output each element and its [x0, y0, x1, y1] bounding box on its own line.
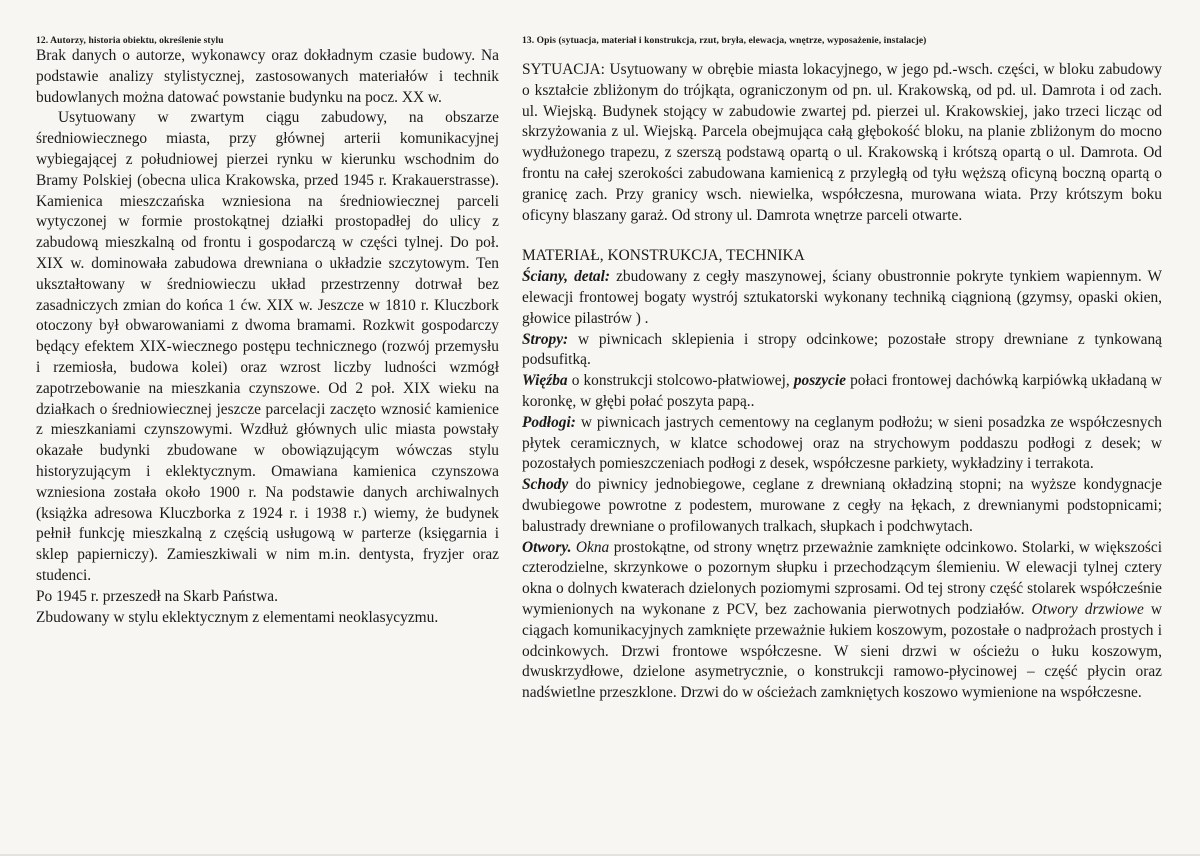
doors-lead: Otwory drzwiowe: [1024, 600, 1144, 618]
openings-text-b: w ciągach komunikacyjnych zamknięte przeważnie łukiem koszowym, pozostałe o nadprożach prostych i odcinkowych. Drzwi frontowe współczesne. W sieni drzwi w ościeżu o łuku koszowym, dwuskrzydłowe, dzielone asymetrycznie, o konstrukcji ramowo-płycinowej – część płycin oraz nadświetlne przeszklone. Drzwi do w ościeżach zamkniętych koszowo wymienione na współczesne.: [522, 600, 1163, 702]
openings-lead: Otwory.: [522, 538, 572, 556]
openings-text-a: prostokątne, od strony wnętrz przeważnie zamknięte odcinkowo. Stolarki, w większości czterodzielne, skrzynkowe o pozornym słupku i przechodzącym ślemieniu. W elewacji tylnej cztery okna o dolnych kwaterach dzielonych poziomymi szprosami. Od tej strony część stolarek współcześnie wymienionych na wykonane z PCV, bez zachowania pierwotnych podziałów.: [522, 538, 1162, 618]
stairs-lead: Schody: [522, 476, 569, 494]
floors-text: w piwnicach jastrych cementowy na ceglanym podłożu; w sieni posadzka ze współczesnych płytek ceramicznych, w klatce schodowej oraz na strychowym poddaszu podłogi z desek; w pozostałych pomieszczeniach podłogi z desek, współczesne parkiety, wykładziny i terrakota.: [522, 413, 1162, 473]
paragraph-stairs: [522, 475, 1162, 537]
paragraph-situation: SYTUACJA: Usytuowany w obrębie miasta lokacyjnego, w jego pd.-wsch. części, w bloku zabudowy o kształcie zbliżonym do trójkąta, ograniczonym od pn. ul. Krakowską, od pd. ul. Damrota i od zach. ul. Wiejską. Budynek stojący w zabudowie zwartej pd. pierzei ul. Krakowskiej, jako trzeci licząc od skrzyżowania z ul. Wiejską. Parcela obejmująca całą głębokość bloku, na planie zbliżonym do mocno wydłużonego trapezu, z szerszą podstawą opartą o ul. Krakowską i krótszą opartą o ul. Damrota. Od frontu na całej szerokości zabudowana kamienicą z przyległą od tyłu węższą oficyną boczną opartą o granicę zach. Przy granicy wsch. niewielka, współczesna, murowana wiata. Przy krótszym boku oficyny blaszany garaż. Od strony ul. Damrota wnętrze parceli otwarte.: [522, 61, 1162, 224]
ceilings-text: w piwnicach sklepienia i stropy odcinkowe; pozostałe stropy drewniane z tynkowaną podsufitką.: [522, 330, 1162, 369]
section-title-materials: MATERIAŁ, KONSTRUKCJA, TECHNIKA: [522, 247, 805, 265]
section-13-header: 13. Opis (sytuacja, materiał i konstrukcja, rzut, bryła, elewacja, wnętrze, wyposażenie, instalacje): [522, 36, 927, 46]
paragraph-ceilings: [522, 330, 1162, 372]
paragraph-gap: [522, 226, 1162, 246]
paragraph-walls: [522, 267, 1162, 329]
paragraph-openings: [522, 538, 1162, 704]
stairs-text: do piwnicy jednobiegowe, ceglane z drewnianą okładziną stopni; na wyższe kondygnacje dwubiegowe powrotne z podestem, murowane z cegły na łękach, z drewnianymi podstopnicami; balustrady drewniane o profilowanych tralkach, słupkach i podchwytach.: [522, 476, 1162, 535]
section-12-body: [36, 46, 499, 628]
truss-text-a: o konstrukcji stolcowo-płatwiowej,: [567, 372, 794, 390]
floors-lead: Podłogi:: [522, 413, 576, 431]
section-12-header: 12. Autorzy, historia obiektu, określenie stylu: [36, 36, 224, 46]
walls-lead: Ściany, detal:: [522, 268, 611, 286]
paragraph-style: Zbudowany w stylu eklektycznym z elementami neoklasycyzmu.: [36, 608, 439, 626]
windows-lead: Okna: [571, 538, 610, 556]
truss-text-b: połaci frontowej dachówką karpiówką układaną w koronkę, w głębi połać poszyta papą..: [522, 372, 1162, 410]
paragraph-authors: Brak danych o autorze, wykonawcy oraz dokładnym czasie budowy. Na podstawie analizy stylistycznej, zastosowanych materiałów i technik budowlanych można datować powstanie budynku na pocz. XX w.: [36, 47, 499, 106]
paragraph-history: Usytuowany w zwartym ciągu zabudowy, na obszarze średniowiecznego miasta, przy głównej arterii komunikacyjnej wybiegającej z południowej pierzei rynku w kierunku wschodnim do Bramy Polskiej (obecna ulica Krakowska, przed 1945 r. Krakauerstrasse). Kamienica mieszczańska wzniesiona na średniowiecznej parceli wytyczonej w formie prostokątnej działki prostopadłej do ulicy z zabudową mieszkalną od frontu i gospodarczą w części tylnej. Do poł. XIX w. dominowała zabudowa drewniana o układzie szczytowym. Ten ukształtowany w średniowieczu układ przestrzenny dotrwał bez zasadniczych zmian do końca 1 ćw. XIX w. Jeszcze w 1810 r. Kluczbork otoczony był obwarowaniami z dwoma bramami. Rozkwit gospodarczy będący efektem XIX-wiecznego postępu technicznego (rozwój przemysłu i rzemiosła, budowa kolei) oraz wzrost liczby ludności wzmógł zapotrzebowanie na mieszkania czynszowe. Od 2 poł. XIX wieku na działkach o średniowiecznej jeszcze parcelacji zaczęto wznosić kamienice z mieszkaniami czynszowymi. Wzdłuż głównych ulic miasta powstały okazałe budynki zbudowane w obowiązującym wówczas stylu historyzującym i eklektycznym. Omawiana kamienica czynszowa wzniesiona została około 1900 r. Na podstawie danych archiwalnych (książka adresowa Kluczborka z 1924 r. i 1938 r.) wiemy, że budynek pełnił funkcję mieszkalną z częścią usługową w parterze (księgarnia i sklep papierniczy). Zamieszkiwali w nim m.in. dentysta, fryzjer oraz studenci.: [36, 109, 499, 584]
right-column: [522, 36, 1162, 704]
section-13-body: [522, 60, 1162, 704]
truss-lead: Więźba: [522, 372, 568, 390]
roofing-lead: poszycie: [793, 372, 846, 390]
paragraph-floors: [522, 413, 1162, 475]
ceilings-lead: Stropy:: [522, 330, 569, 348]
walls-text: zbudowany z cegły maszynowej, ściany obustronnie pokryte tynkiem wapiennym. W elewacji frontowej bogaty wystrój sztukatorski wykonany techniką ciągnioną (gzymsy, opaski okien, głowice pilastrów ) .: [522, 268, 1162, 327]
paragraph-truss: [522, 371, 1162, 413]
paragraph-post-1945: Po 1945 r. przeszedł na Skarb Państwa.: [36, 587, 278, 605]
left-column: [36, 36, 499, 628]
